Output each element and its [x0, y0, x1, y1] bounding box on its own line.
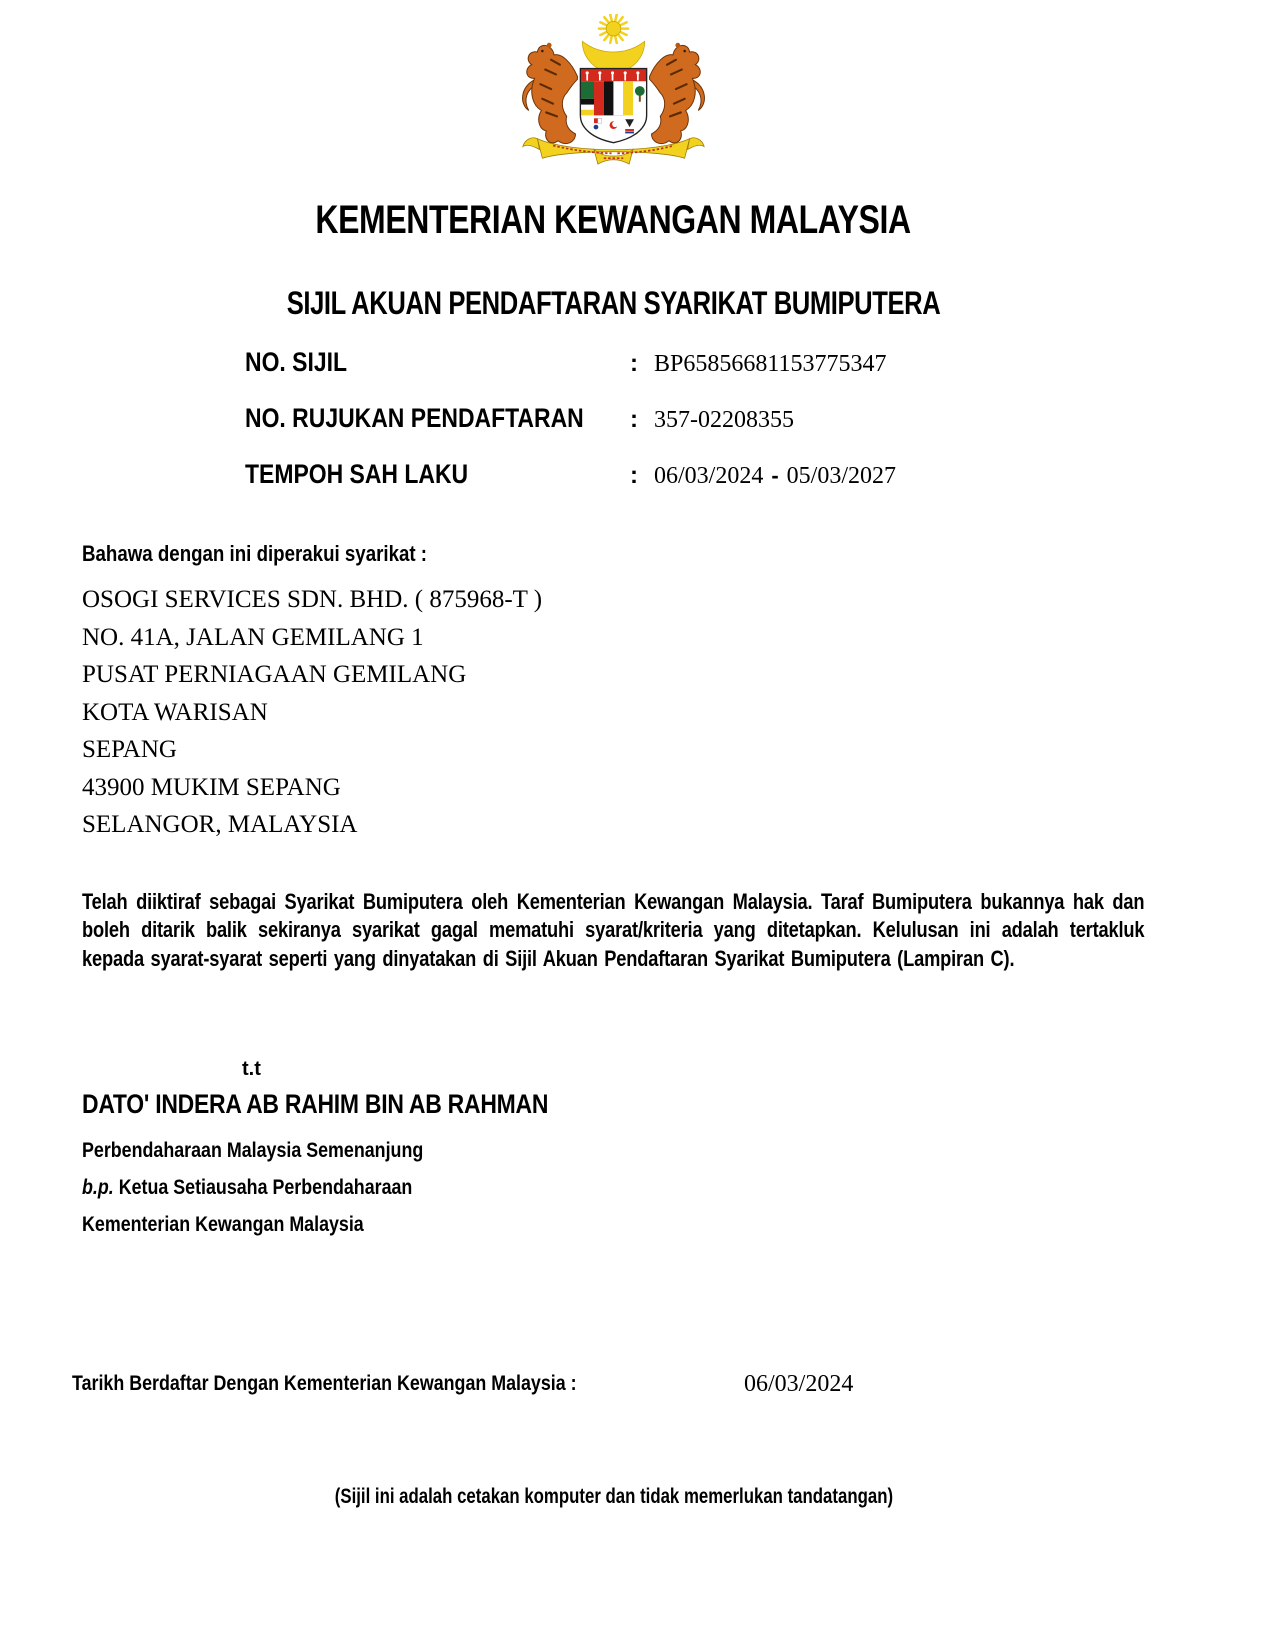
- tempoh-label-cell: [245, 457, 630, 491]
- no-rujukan-value: 357-02208355: [654, 407, 794, 433]
- tempoh-colon: :: [630, 462, 638, 489]
- tempoh-date-from: 06/03/2024: [654, 463, 764, 489]
- signatory-division: Perbendaharaan Malaysia Semenanjung: [82, 1139, 424, 1163]
- signature-block: [82, 1057, 1145, 1237]
- signed-tt-mark: t.t: [242, 1058, 261, 1081]
- tempoh-date-to: 05/03/2027: [786, 463, 897, 489]
- no-rujukan-label-cell: [245, 401, 630, 435]
- registered-date-row: [72, 1369, 1145, 1401]
- bp-title: Ketua Setiausaha Perbendaharaan: [118, 1176, 413, 1200]
- declaration-intro-text: Bahawa dengan ini diperakui syarikat :: [82, 541, 428, 566]
- tempoh-date-dash: -: [771, 463, 779, 488]
- ministry-title-text: KEMENTERIAN KEWANGAN MALAYSIA: [315, 198, 912, 242]
- signatory-bp: [82, 1176, 412, 1200]
- no-sijil-label: NO. SIJIL: [245, 347, 348, 377]
- company-address-block: [82, 581, 1145, 844]
- declaration-paragraph-wrap: [82, 888, 1144, 974]
- no-sijil-colon: :: [630, 350, 638, 377]
- address-line: PUSAT PERNIAGAAN GEMILANG: [82, 661, 467, 688]
- declaration-paragraph: Telah diiktiraf sebagai Syarikat Bumiputera oleh Kementerian Kewangan Malaysia. Taraf Bumiputera bukannya hak dan boleh ditarik balik sekiranya syarikat gagal mematuhi syarat/kriteria yang ditetapkan. Kelulusan ini adalah tertakluk kepada syarat-syarat seperti yang dinyatakan di Sijil Akuan Pendaftaran Syarikat Bumiputera (Lampiran C).: [82, 888, 1145, 971]
- signatory-name-line: [82, 1087, 1145, 1121]
- company-name-line: OSOGI SERVICES SDN. BHD. ( 875968-T ): [82, 586, 543, 613]
- no-rujukan-label: NO. RUJUKAN PENDAFTARAN: [245, 403, 584, 433]
- signatory-ministry: Kementerian Kewangan Malaysia: [82, 1213, 364, 1237]
- address-line: KOTA WARISAN: [82, 698, 268, 726]
- tempoh-value: [654, 459, 1145, 493]
- footer-note-line: [82, 1483, 1145, 1511]
- field-row-tempoh: [245, 457, 1145, 493]
- no-rujukan-colon: :: [630, 406, 638, 433]
- bp-prefix: b.p.: [82, 1176, 114, 1200]
- ministry-title: [82, 197, 1145, 243]
- signatory-division-line: [82, 1139, 1145, 1163]
- tempoh-label: TEMPOH SAH LAKU: [245, 459, 469, 489]
- declaration-intro-line: [82, 541, 1145, 567]
- malaysia-coat-of-arms-icon: [516, 14, 711, 168]
- signatory-ministry-line: [82, 1213, 1145, 1237]
- field-row-no-sijil: [245, 345, 1145, 381]
- certificate-title-text: SIJIL AKUAN PENDAFTARAN SYARIKAT BUMIPUTERA: [286, 285, 941, 321]
- registered-date-value: 06/03/2024: [744, 1371, 854, 1398]
- address-line: SELANGOR, MALAYSIA: [82, 811, 358, 838]
- address-line: NO. 41A, JALAN GEMILANG 1: [82, 623, 424, 651]
- no-sijil-value: BP65856681153775347: [654, 351, 887, 377]
- address-line: SEPANG: [82, 736, 177, 763]
- crest-container: [82, 14, 1145, 173]
- certificate-title: [82, 283, 1145, 323]
- no-sijil-label-cell: [245, 345, 630, 379]
- footer-note-text: (Sijil ini adalah cetakan komputer dan tidak memerlukan tandatangan): [334, 1485, 893, 1509]
- signatory-bp-line: [82, 1176, 1145, 1200]
- address-line: 43900 MUKIM SEPANG: [82, 773, 341, 801]
- registered-date-label: Tarikh Berdaftar Dengan Kementerian Kewangan Malaysia :: [72, 1372, 577, 1396]
- registered-date-label-cell: [72, 1372, 666, 1395]
- signatory-name: DATO' INDERA AB RAHIM BIN AB RAHMAN: [82, 1089, 549, 1120]
- registration-fields: [245, 345, 1145, 493]
- field-row-no-rujukan: [245, 401, 1145, 437]
